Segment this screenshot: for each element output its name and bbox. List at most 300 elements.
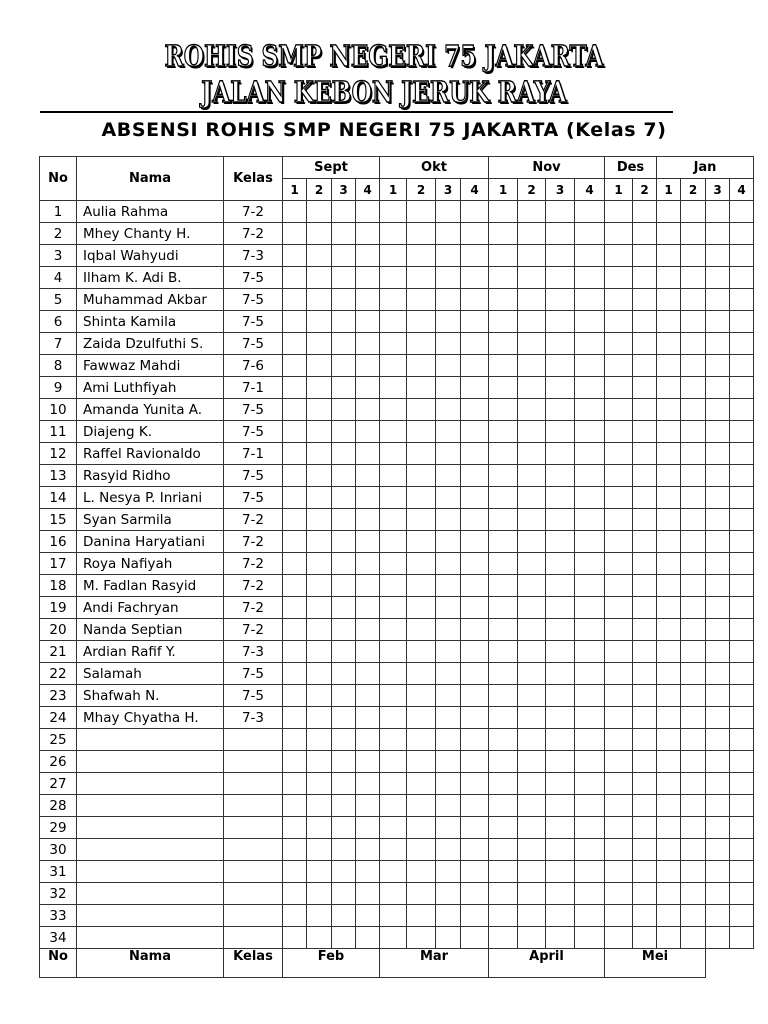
attendance-cell (283, 597, 307, 619)
attendance-cell (518, 333, 546, 355)
attendance-cell (730, 311, 754, 333)
attendance-cell (380, 729, 407, 751)
attendance-cell (546, 377, 575, 399)
attendance-cell (681, 245, 706, 267)
attendance-cell (283, 729, 307, 751)
attendance-cell (356, 377, 380, 399)
attendance-cell (657, 641, 681, 663)
attendance-cell (546, 311, 575, 333)
attendance-cell (356, 223, 380, 245)
attendance-cell (356, 641, 380, 663)
attendance-cell (436, 575, 461, 597)
row-number: 20 (40, 619, 77, 641)
attendance-cell (633, 267, 657, 289)
attendance-cell (518, 421, 546, 443)
month-header: Jan (657, 157, 754, 179)
attendance-cell (461, 839, 489, 861)
footer-month-row (40, 949, 754, 978)
attendance-cell (518, 619, 546, 641)
attendance-cell (546, 751, 575, 773)
attendance-cell (356, 817, 380, 839)
student-class: 7-3 (224, 707, 283, 729)
attendance-cell (730, 707, 754, 729)
attendance-cell (605, 927, 633, 949)
attendance-cell (706, 531, 730, 553)
week-number: 3 (706, 179, 730, 201)
attendance-cell (407, 223, 436, 245)
attendance-cell (489, 663, 518, 685)
attendance-cell (657, 531, 681, 553)
attendance-cell (307, 333, 332, 355)
attendance-cell (706, 839, 730, 861)
attendance-cell (461, 773, 489, 795)
attendance-cell (518, 883, 546, 905)
attendance-cell (356, 355, 380, 377)
attendance-cell (461, 597, 489, 619)
attendance-cell (546, 685, 575, 707)
student-class (224, 905, 283, 927)
footer-nama-header: Nama (77, 949, 224, 978)
attendance-cell (436, 641, 461, 663)
student-name: Syan Sarmila (77, 509, 224, 531)
attendance-cell (518, 443, 546, 465)
student-class: 7-5 (224, 465, 283, 487)
attendance-cell (706, 685, 730, 707)
attendance-cell (380, 377, 407, 399)
row-number: 28 (40, 795, 77, 817)
attendance-cell (633, 729, 657, 751)
table-row (40, 663, 754, 685)
attendance-cell (436, 817, 461, 839)
table-row (40, 751, 754, 773)
student-name: L. Nesya P. Inriani (77, 487, 224, 509)
attendance-cell (546, 641, 575, 663)
attendance-cell (407, 399, 436, 421)
attendance-cell (518, 267, 546, 289)
attendance-cell (380, 201, 407, 223)
student-class (224, 773, 283, 795)
attendance-cell (706, 311, 730, 333)
attendance-cell (436, 355, 461, 377)
attendance-cell (283, 289, 307, 311)
attendance-cell (380, 685, 407, 707)
attendance-cell (489, 905, 518, 927)
attendance-cell (730, 333, 754, 355)
week-number: 3 (436, 179, 461, 201)
attendance-cell (283, 861, 307, 883)
attendance-cell (307, 399, 332, 421)
attendance-cell (356, 553, 380, 575)
attendance-cell (546, 905, 575, 927)
attendance-cell (633, 927, 657, 949)
attendance-cell (407, 729, 436, 751)
attendance-cell (546, 245, 575, 267)
attendance-cell (575, 201, 605, 223)
attendance-cell (332, 245, 356, 267)
attendance-cell (356, 509, 380, 531)
attendance-cell (575, 531, 605, 553)
attendance-cell (356, 685, 380, 707)
table-row (40, 311, 754, 333)
attendance-cell (283, 905, 307, 927)
attendance-cell (407, 531, 436, 553)
footer-kelas-header: Kelas (224, 949, 283, 978)
attendance-cell (657, 751, 681, 773)
attendance-cell (380, 773, 407, 795)
attendance-cell (407, 707, 436, 729)
student-class: 7-1 (224, 377, 283, 399)
attendance-cell (307, 685, 332, 707)
attendance-cell (605, 619, 633, 641)
attendance-cell (283, 421, 307, 443)
attendance-cell (489, 641, 518, 663)
student-class: 7-2 (224, 531, 283, 553)
attendance-cell (380, 399, 407, 421)
attendance-cell (633, 223, 657, 245)
attendance-cell (436, 487, 461, 509)
attendance-cell (605, 377, 633, 399)
attendance-cell (283, 377, 307, 399)
attendance-cell (380, 333, 407, 355)
student-name: Ardian Rafif Y. (77, 641, 224, 663)
attendance-cell (681, 905, 706, 927)
attendance-cell (546, 883, 575, 905)
attendance-cell (657, 619, 681, 641)
attendance-cell (633, 245, 657, 267)
attendance-cell (546, 355, 575, 377)
row-number: 1 (40, 201, 77, 223)
attendance-cell (546, 729, 575, 751)
student-class: 7-3 (224, 245, 283, 267)
attendance-cell (681, 465, 706, 487)
attendance-cell (633, 663, 657, 685)
attendance-cell (681, 201, 706, 223)
student-name (77, 861, 224, 883)
attendance-cell (605, 663, 633, 685)
attendance-cell (518, 399, 546, 421)
attendance-cell (332, 531, 356, 553)
student-name: Shafwah N. (77, 685, 224, 707)
attendance-cell (332, 597, 356, 619)
attendance-cell (681, 861, 706, 883)
attendance-cell (407, 685, 436, 707)
attendance-cell (489, 465, 518, 487)
attendance-cell (657, 685, 681, 707)
attendance-cell (633, 311, 657, 333)
attendance-cell (436, 289, 461, 311)
student-name (77, 751, 224, 773)
student-name: Muhammad Akbar (77, 289, 224, 311)
attendance-cell (436, 773, 461, 795)
attendance-cell (283, 685, 307, 707)
attendance-cell (436, 531, 461, 553)
student-name: Rasyid Ridho (77, 465, 224, 487)
table-row (40, 465, 754, 487)
attendance-cell (332, 377, 356, 399)
attendance-cell (681, 575, 706, 597)
attendance-cell (681, 795, 706, 817)
attendance-cell (489, 861, 518, 883)
attendance-cell (307, 619, 332, 641)
attendance-cell (605, 839, 633, 861)
attendance-cell (706, 729, 730, 751)
week-number: 1 (605, 179, 633, 201)
attendance-cell (657, 663, 681, 685)
attendance-cell (518, 641, 546, 663)
student-class: 7-3 (224, 641, 283, 663)
attendance-cell (681, 333, 706, 355)
attendance-cell (461, 641, 489, 663)
attendance-cell (681, 927, 706, 949)
attendance-cell (461, 443, 489, 465)
attendance-cell (380, 839, 407, 861)
attendance-cell (546, 927, 575, 949)
attendance-cell (730, 927, 754, 949)
attendance-cell (283, 883, 307, 905)
attendance-cell (657, 487, 681, 509)
attendance-cell (633, 773, 657, 795)
attendance-cell (633, 597, 657, 619)
attendance-cell (657, 399, 681, 421)
attendance-cell (706, 201, 730, 223)
student-name: Fawwaz Mahdi (77, 355, 224, 377)
attendance-cell (307, 553, 332, 575)
attendance-cell (461, 531, 489, 553)
attendance-cell (518, 355, 546, 377)
attendance-cell (633, 289, 657, 311)
row-number: 13 (40, 465, 77, 487)
attendance-cell (546, 333, 575, 355)
row-number: 19 (40, 597, 77, 619)
student-name: Mhay Chyatha H. (77, 707, 224, 729)
attendance-cell (407, 597, 436, 619)
attendance-cell (730, 751, 754, 773)
attendance-cell (575, 751, 605, 773)
attendance-cell (283, 267, 307, 289)
attendance-cell (730, 905, 754, 927)
attendance-cell (407, 311, 436, 333)
attendance-cell (461, 223, 489, 245)
attendance-cell (706, 619, 730, 641)
student-name: Salamah (77, 663, 224, 685)
attendance-cell (546, 575, 575, 597)
attendance-cell (546, 817, 575, 839)
attendance-cell (605, 531, 633, 553)
attendance-cell (633, 839, 657, 861)
attendance-cell (307, 663, 332, 685)
attendance-cell (356, 751, 380, 773)
attendance-cell (657, 795, 681, 817)
table-row (40, 443, 754, 465)
attendance-cell (436, 553, 461, 575)
attendance-cell (546, 421, 575, 443)
student-class (224, 839, 283, 861)
attendance-cell (356, 839, 380, 861)
table-row (40, 619, 754, 641)
attendance-cell (518, 839, 546, 861)
attendance-cell (380, 509, 407, 531)
attendance-cell (332, 641, 356, 663)
attendance-cell (730, 465, 754, 487)
attendance-cell (461, 685, 489, 707)
row-number: 34 (40, 927, 77, 949)
footer-blank (706, 949, 754, 978)
attendance-cell (489, 707, 518, 729)
attendance-cell (657, 377, 681, 399)
attendance-cell (575, 245, 605, 267)
attendance-cell (657, 267, 681, 289)
attendance-cell (332, 399, 356, 421)
attendance-cell (489, 443, 518, 465)
attendance-cell (575, 487, 605, 509)
table-row (40, 927, 754, 949)
attendance-cell (489, 399, 518, 421)
attendance-cell (407, 465, 436, 487)
row-number: 14 (40, 487, 77, 509)
attendance-cell (730, 245, 754, 267)
attendance-cell (380, 883, 407, 905)
attendance-cell (657, 465, 681, 487)
attendance-cell (283, 795, 307, 817)
attendance-cell (657, 927, 681, 949)
attendance-cell (706, 355, 730, 377)
attendance-cell (356, 773, 380, 795)
attendance-cell (461, 355, 489, 377)
attendance-cell (730, 729, 754, 751)
row-number: 29 (40, 817, 77, 839)
attendance-cell (332, 421, 356, 443)
attendance-cell (489, 355, 518, 377)
attendance-cell (546, 707, 575, 729)
attendance-cell (605, 707, 633, 729)
student-name: Nanda Septian (77, 619, 224, 641)
attendance-cell (283, 817, 307, 839)
attendance-cell (356, 927, 380, 949)
attendance-cell (575, 465, 605, 487)
attendance-cell (489, 553, 518, 575)
attendance-cell (332, 707, 356, 729)
attendance-cell (307, 355, 332, 377)
attendance-cell (461, 575, 489, 597)
attendance-cell (407, 267, 436, 289)
week-number: 4 (730, 179, 754, 201)
attendance-cell (356, 245, 380, 267)
attendance-cell (380, 817, 407, 839)
attendance-cell (307, 905, 332, 927)
attendance-cell (332, 685, 356, 707)
attendance-cell (730, 795, 754, 817)
attendance-cell (706, 883, 730, 905)
attendance-cell (681, 707, 706, 729)
attendance-cell (489, 421, 518, 443)
attendance-cell (633, 487, 657, 509)
attendance-cell (518, 245, 546, 267)
attendance-cell (489, 817, 518, 839)
attendance-cell (605, 685, 633, 707)
attendance-cell (706, 663, 730, 685)
attendance-cell (461, 333, 489, 355)
attendance-cell (407, 817, 436, 839)
attendance-cell (283, 399, 307, 421)
attendance-cell (436, 619, 461, 641)
attendance-cell (436, 245, 461, 267)
month-header: Nov (489, 157, 605, 179)
attendance-cell (706, 905, 730, 927)
attendance-cell (730, 267, 754, 289)
attendance-cell (633, 443, 657, 465)
student-name: Ami Luthfiyah (77, 377, 224, 399)
attendance-cell (730, 619, 754, 641)
table-row (40, 817, 754, 839)
month-header: Sept (283, 157, 380, 179)
attendance-cell (657, 773, 681, 795)
attendance-cell (657, 289, 681, 311)
attendance-cell (633, 707, 657, 729)
attendance-cell (283, 509, 307, 531)
attendance-cell (681, 289, 706, 311)
student-name: Raffel Ravionaldo (77, 443, 224, 465)
student-name: Andi Fachryan (77, 597, 224, 619)
attendance-cell (605, 487, 633, 509)
attendance-cell (575, 377, 605, 399)
table-row (40, 531, 754, 553)
attendance-cell (283, 311, 307, 333)
attendance-cell (356, 597, 380, 619)
attendance-cell (575, 289, 605, 311)
attendance-cell (546, 839, 575, 861)
student-class: 7-2 (224, 553, 283, 575)
attendance-cell (461, 201, 489, 223)
attendance-cell (605, 399, 633, 421)
attendance-cell (518, 905, 546, 927)
attendance-cell (407, 905, 436, 927)
attendance-cell (489, 619, 518, 641)
student-name: Roya Nafiyah (77, 553, 224, 575)
attendance-cell (356, 311, 380, 333)
attendance-cell (546, 795, 575, 817)
attendance-cell (575, 927, 605, 949)
attendance-cell (730, 685, 754, 707)
student-name (77, 773, 224, 795)
student-class: 7-5 (224, 289, 283, 311)
attendance-cell (307, 267, 332, 289)
attendance-cell (605, 641, 633, 663)
attendance-cell (380, 707, 407, 729)
attendance-cell (657, 355, 681, 377)
attendance-cell (706, 927, 730, 949)
attendance-cell (681, 685, 706, 707)
row-number: 15 (40, 509, 77, 531)
attendance-cell (307, 245, 332, 267)
row-number: 32 (40, 883, 77, 905)
attendance-cell (461, 729, 489, 751)
student-class (224, 795, 283, 817)
attendance-cell (407, 377, 436, 399)
school-title: ROHIS SMP NEGERI 75 JAKARTA (164, 39, 604, 73)
attendance-cell (380, 531, 407, 553)
student-name (77, 883, 224, 905)
attendance-cell (489, 245, 518, 267)
attendance-cell (633, 751, 657, 773)
attendance-cell (633, 553, 657, 575)
attendance-cell (575, 311, 605, 333)
attendance-cell (356, 707, 380, 729)
table-row (40, 553, 754, 575)
attendance-cell (706, 399, 730, 421)
attendance-cell (605, 773, 633, 795)
attendance-cell (356, 201, 380, 223)
attendance-cell (706, 861, 730, 883)
